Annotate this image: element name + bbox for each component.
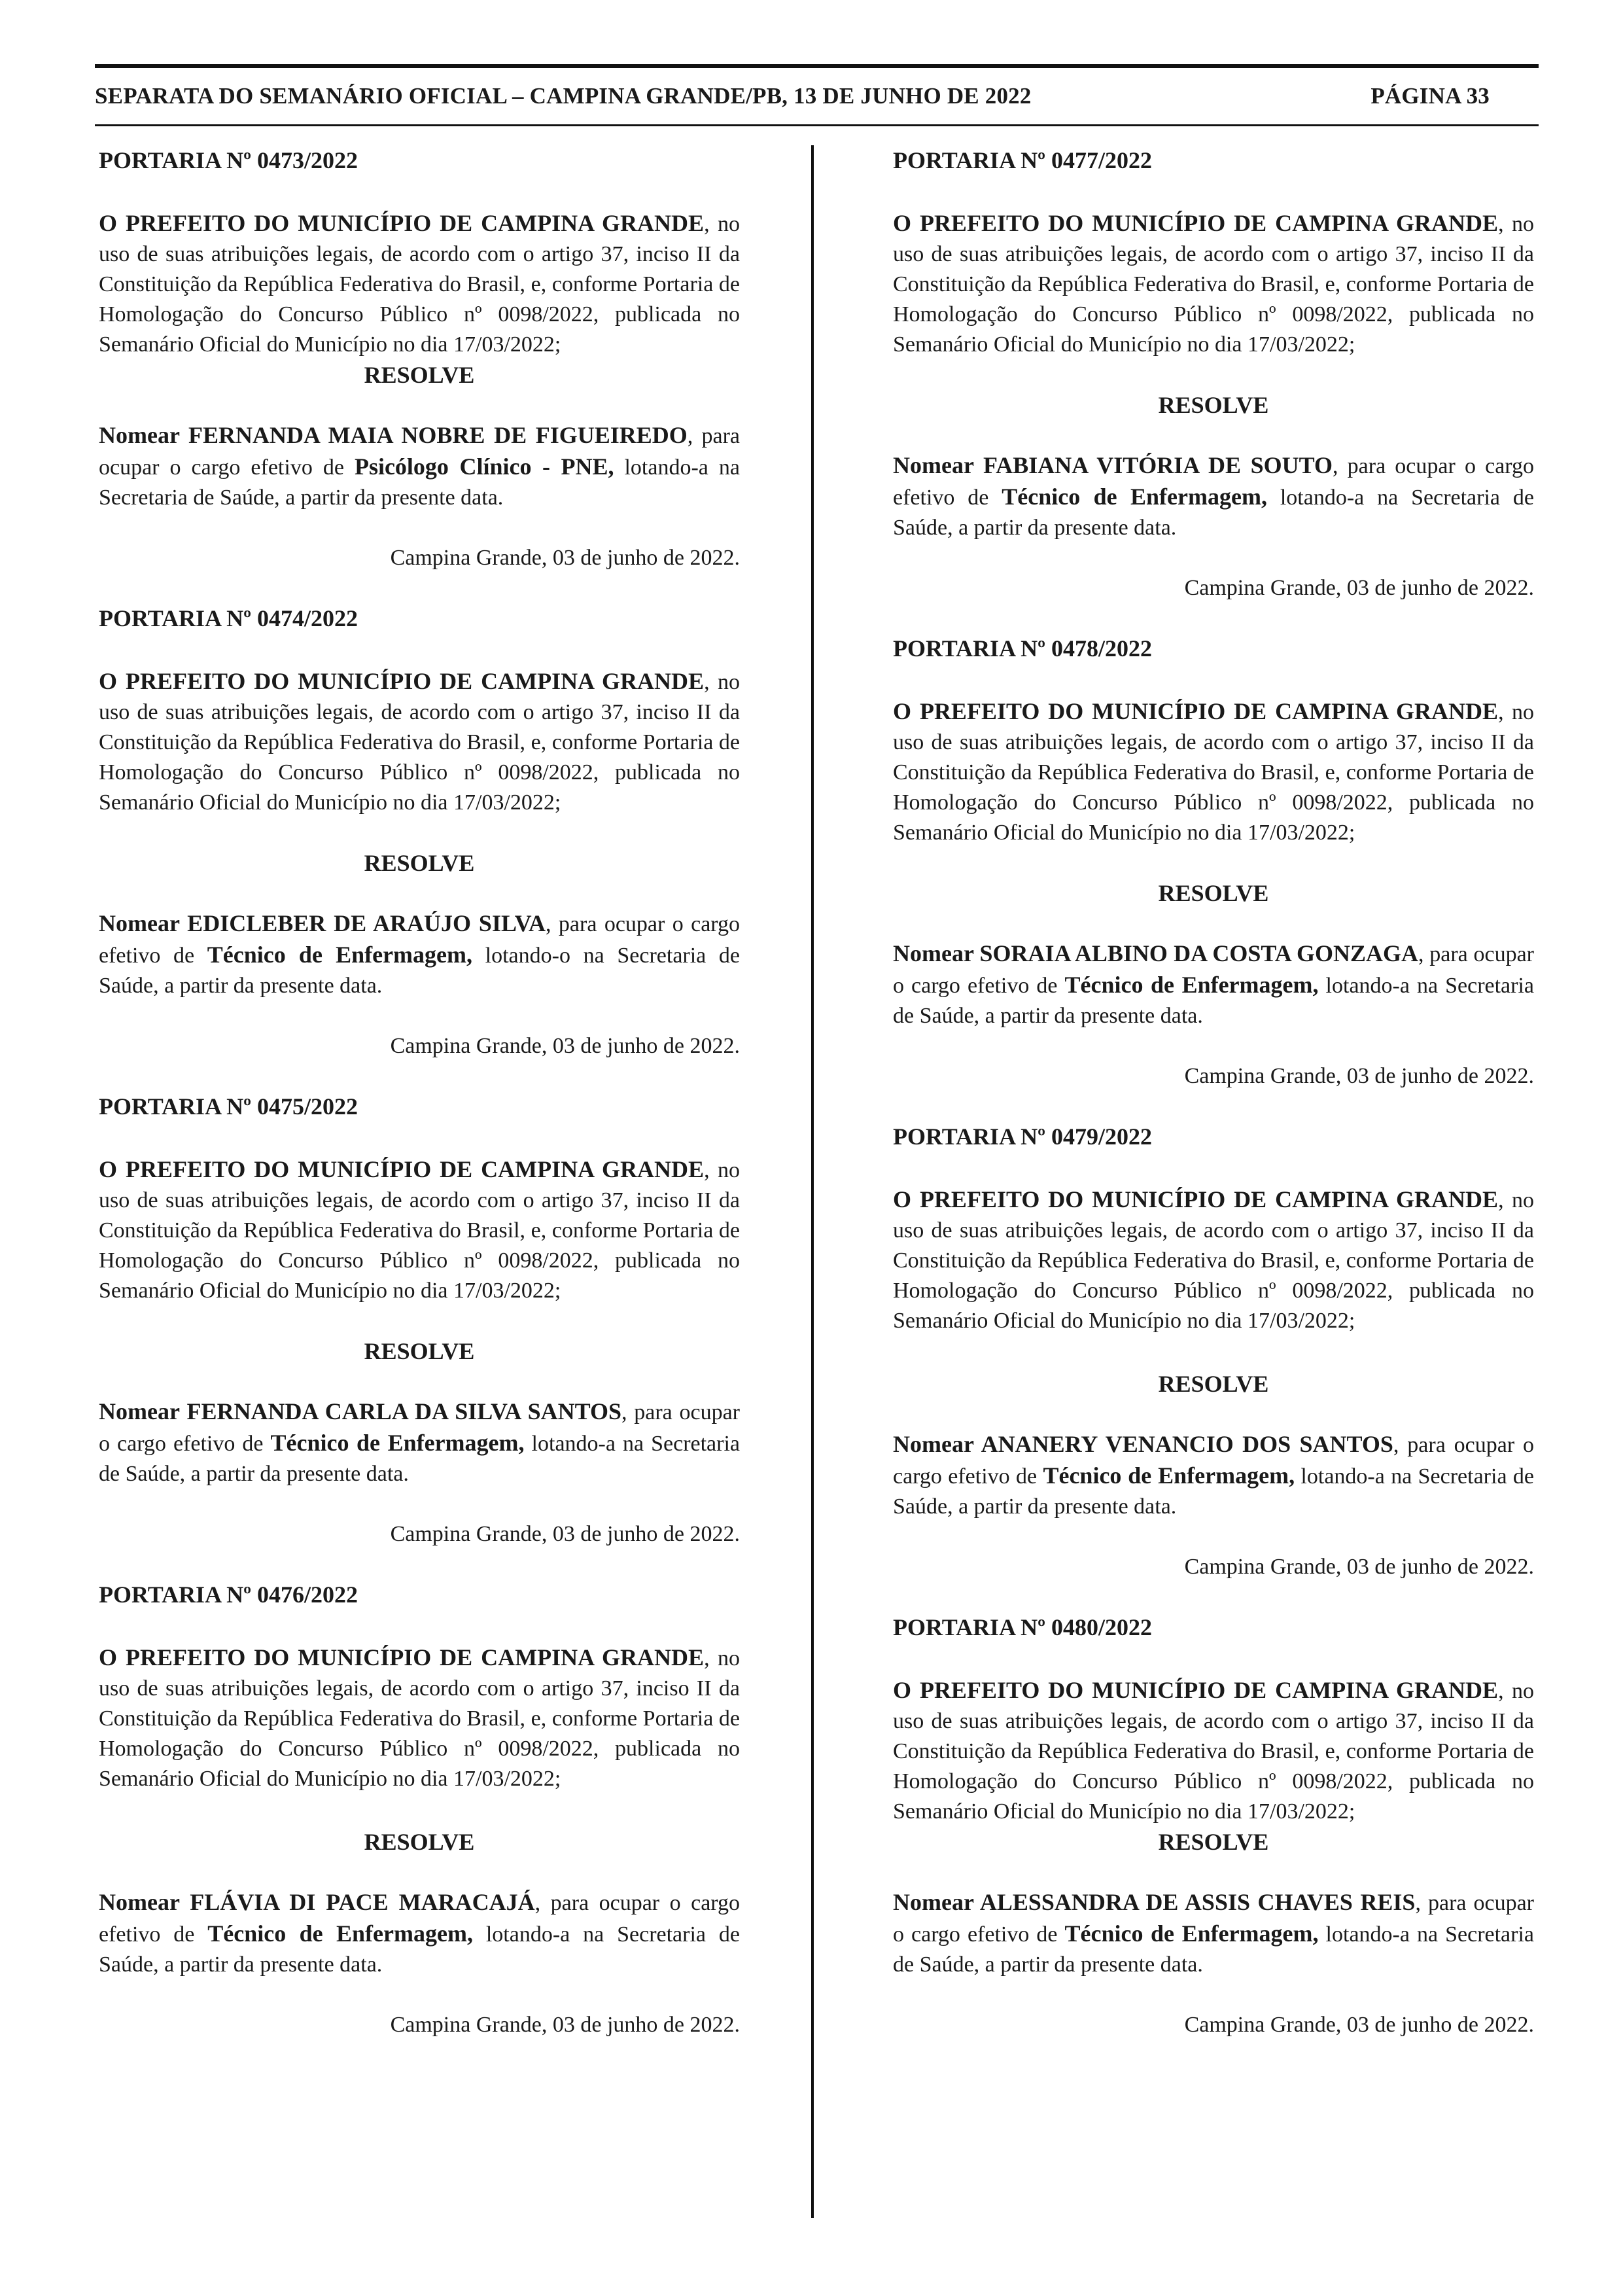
portaria-date: Campina Grande, 03 de junho de 2022. [390, 1522, 740, 1546]
portaria-0473 [99, 145, 740, 603]
resolve-heading: RESOLVE [364, 850, 475, 876]
portaria-body: Nomear ANANERY VENANCIO DOS SANTOS, para ocupar o cargo efetivo de Técnico de Enfermagem, lotando-a na Secretaria de Saúde, a partir da presente data. [893, 1431, 1534, 1519]
portaria-body: Nomear FERNANDA CARLA DA SILVA SANTOS, para ocupar o cargo efetivo de Técnico de Enfermagem, lotando-a na Secretaria de Saúde, a partir da presente data. [99, 1398, 741, 1486]
portaria-date: Campina Grande, 03 de junho de 2022. [1184, 2013, 1534, 2037]
portaria-date: Campina Grande, 03 de junho de 2022. [390, 2013, 740, 2037]
resolve-heading: RESOLVE [1158, 392, 1269, 418]
portaria-title: PORTARIA Nº 0475/2022 [99, 1093, 358, 1120]
resolve-heading: RESOLVE [364, 1829, 475, 1855]
portaria-preamble: O PREFEITO DO MUNICÍPIO DE CAMPINA GRANDE, no uso de suas atribuições legais, de acordo com o artigo 37, inciso II da Constituição da República Federativa do Brasil, e, conforme Portaria de Homologação do Concurso Público nº 0098/2022, publicada no Semanário Oficial do Município no dia 17/03/2022; [893, 210, 1535, 357]
portaria-date: Campina Grande, 03 de junho de 2022. [390, 1034, 740, 1058]
portaria-0478 [893, 633, 1534, 1122]
portaria-body: Nomear EDICLEBER DE ARAÚJO SILVA, para ocupar o cargo efetivo de Técnico de Enfermagem, lotando-o na Secretaria de Saúde, a partir da presente data. [99, 910, 741, 998]
portaria-0477 [893, 145, 1534, 633]
portaria-0475 [99, 1091, 740, 1580]
portaria-date: Campina Grande, 03 de junho de 2022. [1184, 1064, 1534, 1088]
portaria-body: Nomear SORAIA ALBINO DA COSTA GONZAGA, para ocupar o cargo efetivo de Técnico de Enfermagem, lotando-a na Secretaria de Saúde, a partir da presente data. [893, 940, 1535, 1028]
portaria-body: Nomear FABIANA VITÓRIA DE SOUTO, para ocupar o cargo efetivo de Técnico de Enfermagem, lotando-a na Secretaria de Saúde, a partir da presente data. [893, 452, 1534, 540]
portaria-preamble: O PREFEITO DO MUNICÍPIO DE CAMPINA GRANDE, no uso de suas atribuições legais, de acordo com o artigo 37, inciso II da Constituição da República Federativa do Brasil, e, conforme Portaria de Homologação do Concurso Público nº 0098/2022, publicada no Semanário Oficial do Município no dia 17/03/2022; [893, 1186, 1535, 1333]
portaria-body: Nomear FERNANDA MAIA NOBRE DE FIGUEIREDO, para ocupar o cargo efetivo de Psicólogo Clínico - PNE, lotando-a na Secretaria de Saúde, a partir da presente data. [99, 422, 740, 510]
portaria-title: PORTARIA Nº 0479/2022 [893, 1123, 1152, 1150]
header-row [95, 68, 1539, 124]
resolve-heading: RESOLVE [364, 1338, 475, 1364]
portaria-preamble: O PREFEITO DO MUNICÍPIO DE CAMPINA GRANDE, no uso de suas atribuições legais, de acordo com o artigo 37, inciso II da Constituição da República Federativa do Brasil, e, conforme Portaria de Homologação do Concurso Público nº 0098/2022, publicada no Semanário Oficial do Município no dia 17/03/2022; [99, 1644, 741, 1791]
portaria-preamble: O PREFEITO DO MUNICÍPIO DE CAMPINA GRANDE, no uso de suas atribuições legais, de acordo com o artigo 37, inciso II da Constituição da República Federativa do Brasil, e, conforme Portaria de Homologação do Concurso Público nº 0098/2022, publicada no Semanário Oficial do Município no dia 17/03/2022; [893, 1677, 1535, 1824]
resolve-heading: RESOLVE [1158, 1371, 1269, 1397]
portaria-preamble: O PREFEITO DO MUNICÍPIO DE CAMPINA GRANDE, no uso de suas atribuições legais, de acordo com o artigo 37, inciso II da Constituição da República Federativa do Brasil, e, conforme Portaria de Homologação do Concurso Público nº 0098/2022, publicada no Semanário Oficial do Município no dia 17/03/2022; [99, 210, 741, 357]
portaria-0479 [893, 1122, 1534, 1612]
portaria-preamble: O PREFEITO DO MUNICÍPIO DE CAMPINA GRANDE, no uso de suas atribuições legais, de acordo com o artigo 37, inciso II da Constituição da República Federativa do Brasil, e, conforme Portaria de Homologação do Concurso Público nº 0098/2022, publicada no Semanário Oficial do Município no dia 17/03/2022; [893, 698, 1535, 845]
portaria-title: PORTARIA Nº 0477/2022 [893, 147, 1152, 173]
resolve-heading: RESOLVE [1158, 880, 1269, 906]
portaria-title: PORTARIA Nº 0474/2022 [99, 605, 358, 631]
portaria-title: PORTARIA Nº 0473/2022 [99, 147, 358, 173]
portaria-body: Nomear ALESSANDRA DE ASSIS CHAVES REIS, para ocupar o cargo efetivo de Técnico de Enfermagem, lotando-a na Secretaria de Saúde, a partir da presente data. [893, 1889, 1535, 1977]
portaria-date: Campina Grande, 03 de junho de 2022. [1184, 576, 1534, 600]
portaria-title: PORTARIA Nº 0480/2022 [893, 1614, 1152, 1640]
portaria-title: PORTARIA Nº 0476/2022 [99, 1581, 358, 1608]
page-number: PÁGINA 33 [1370, 83, 1490, 109]
portaria-0474 [99, 603, 740, 1091]
left-column [99, 145, 740, 2040]
page-header [95, 64, 1539, 126]
portaria-date: Campina Grande, 03 de junho de 2022. [1184, 1555, 1534, 1579]
publication-title: SEPARATA DO SEMANÁRIO OFICIAL – CAMPINA GRANDE/PB, 13 DE JUNHO DE 2022 [95, 83, 1032, 109]
portaria-preamble: O PREFEITO DO MUNICÍPIO DE CAMPINA GRANDE, no uso de suas atribuições legais, de acordo com o artigo 37, inciso II da Constituição da República Federativa do Brasil, e, conforme Portaria de Homologação do Concurso Público nº 0098/2022, publicada no Semanário Oficial do Município no dia 17/03/2022; [99, 1156, 741, 1303]
portaria-title: PORTARIA Nº 0478/2022 [893, 635, 1152, 662]
header-bottom-rule [95, 124, 1539, 126]
column-divider [811, 145, 814, 2218]
resolve-heading: RESOLVE [364, 362, 475, 388]
right-column [893, 145, 1534, 2040]
portaria-0476 [99, 1580, 740, 2040]
portaria-preamble: O PREFEITO DO MUNICÍPIO DE CAMPINA GRANDE, no uso de suas atribuições legais, de acordo com o artigo 37, inciso II da Constituição da República Federativa do Brasil, e, conforme Portaria de Homologação do Concurso Público nº 0098/2022, publicada no Semanário Oficial do Município no dia 17/03/2022; [99, 668, 741, 815]
resolve-heading: RESOLVE [1158, 1829, 1269, 1855]
portaria-date: Campina Grande, 03 de junho de 2022. [390, 546, 740, 570]
portaria-0480 [893, 1612, 1534, 2040]
portaria-body: Nomear FLÁVIA DI PACE MARACAJÁ, para ocupar o cargo efetivo de Técnico de Enfermagem, lotando-a na Secretaria de Saúde, a partir da presente data. [99, 1889, 740, 1977]
